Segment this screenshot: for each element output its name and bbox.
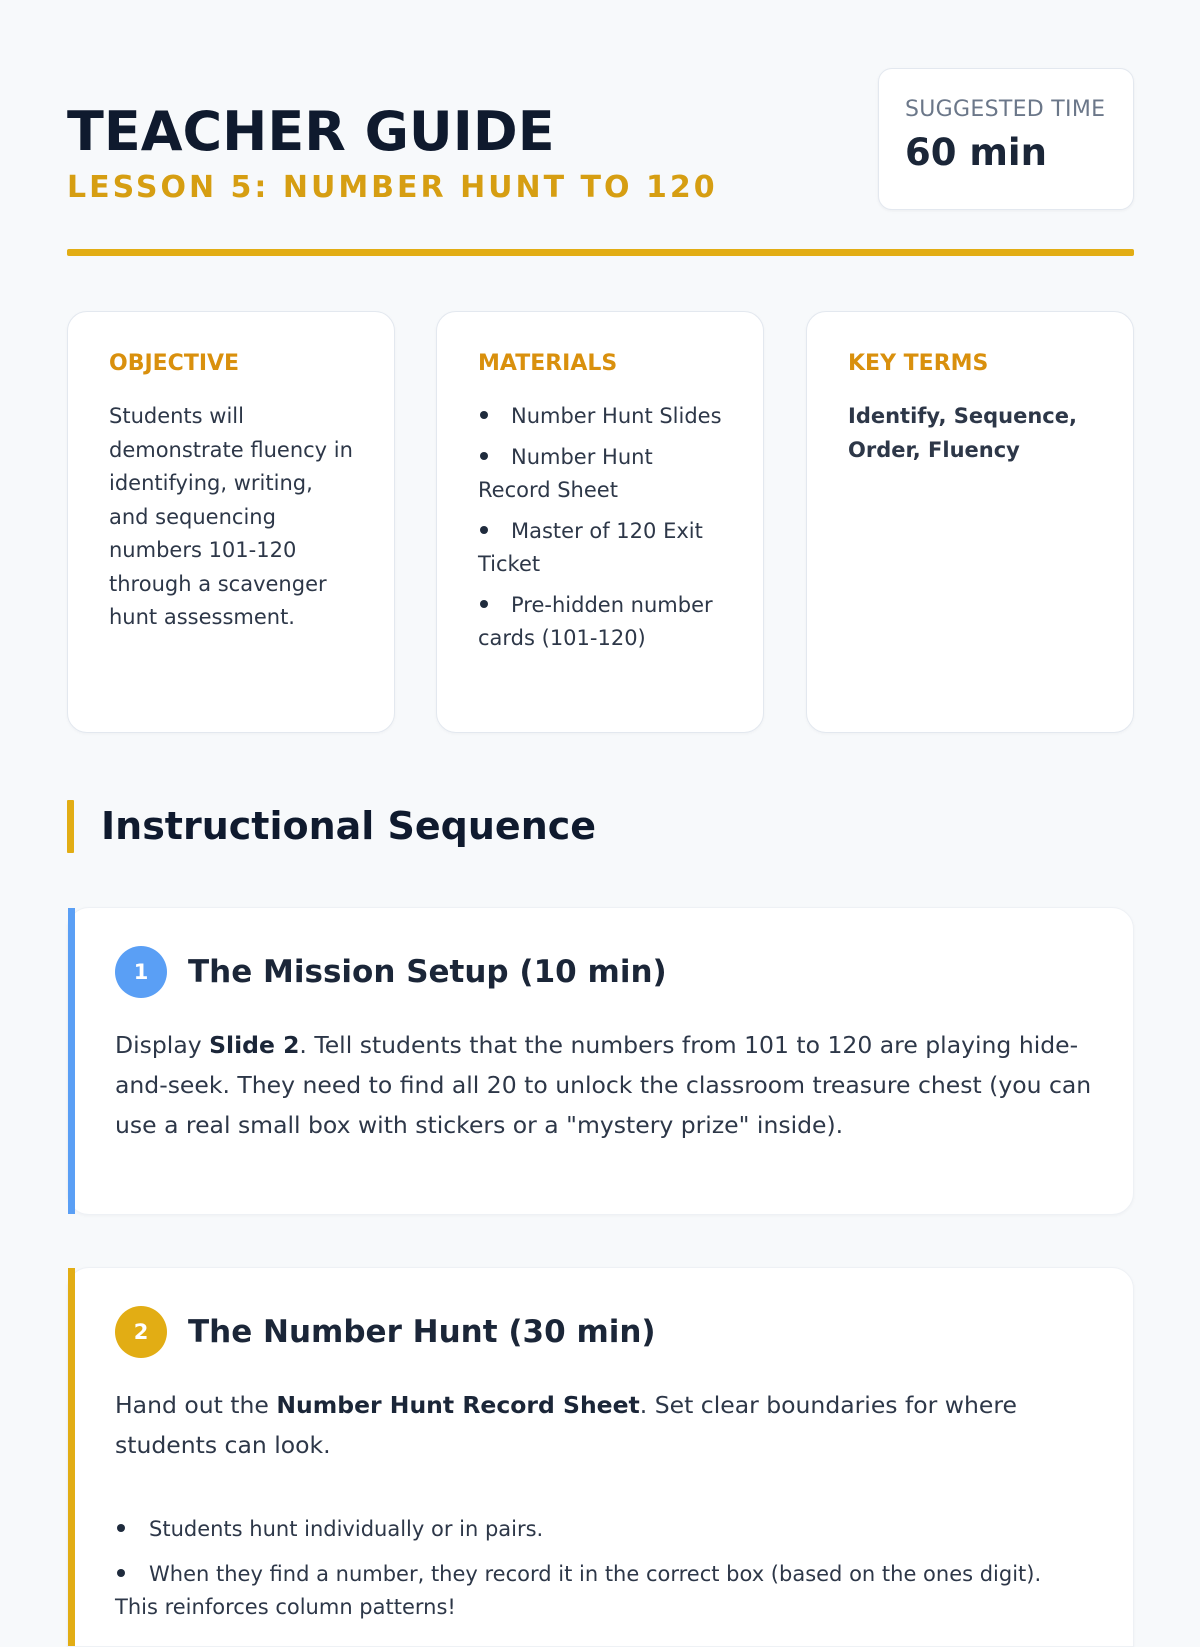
step-bullet-text: Students hunt individually or in pairs. [149,1517,544,1541]
objective-text: Students will demonstrate fluency in identifying, writing, and sequencing numbers 101-120 through a scavenger hunt assessment. [109,404,353,629]
step-bullet-item [115,1513,1083,1546]
objective-card [67,311,395,733]
step-text: Hand out the [115,1391,277,1419]
materials-card [436,311,764,733]
step-bullet-text: When they find a number, they record it in the correct box (based on the ones digit). This reinforces column patterns! [115,1562,1042,1619]
page-title: TEACHER GUIDE [67,100,555,163]
key-terms-card [806,311,1134,733]
step-description [115,1025,1095,1145]
bullet-icon [117,1569,125,1577]
step-text: . Set clear boundaries for where students can look. [115,1391,1017,1459]
materials-heading: MATERIALS [478,351,618,376]
suggested-time-value: 60 min [905,131,1047,174]
section-accent-bar [67,800,74,853]
bullet-icon [480,452,488,460]
bullet-icon [117,1524,125,1532]
step-text: Display [115,1031,210,1059]
step-bullet-list [115,1513,1083,1636]
step-bold-text: Slide 2 [209,1031,300,1059]
step-bullet-item [115,1558,1083,1624]
objective-heading: OBJECTIVE [109,351,240,376]
materials-list-item [478,515,722,582]
page-header [67,68,1134,258]
step-title: The Number Hunt (30 min) [188,1314,656,1350]
materials-list-item [478,441,722,508]
key-terms-text: Identify, Sequence, Order, Fluency [848,404,1077,462]
step-card-1 [67,907,1134,1215]
header-divider [67,249,1134,256]
step-description [115,1385,1095,1465]
bullet-icon [480,600,488,608]
key-terms-heading: KEY TERMS [848,351,989,376]
step-number-badge: 1 [115,946,167,998]
materials-item-text: Master of 120 Exit Ticket [478,518,703,576]
materials-list-item [478,400,722,434]
bullet-icon [480,411,488,419]
materials-item-text: Number Hunt Slides [511,404,722,428]
materials-item-text: Number Hunt Record Sheet [478,444,653,502]
info-cards-row [67,311,1134,733]
step-card-2 [67,1267,1134,1647]
lesson-subtitle: LESSON 5: NUMBER HUNT TO 120 [67,170,718,205]
step-bold-text: Number Hunt Record Sheet [276,1391,640,1419]
materials-list [478,400,722,656]
section-title: Instructional Sequence [101,804,597,848]
suggested-time-label: SUGGESTED TIME [905,97,1106,122]
materials-list-item [478,589,722,656]
step-title: The Mission Setup (10 min) [188,954,667,990]
bullet-icon [480,526,488,534]
materials-item-text: Pre-hidden number cards (101-120) [478,592,713,650]
step-number-badge: 2 [115,1306,167,1358]
step-text: . Tell students that the numbers from 101 to 120 are playing hide-and-seek. They need to find all 20 to unlock the classroom treasure chest (you can use a real small box with stickers or a "mystery prize" inside). [115,1031,1092,1139]
suggested-time-card [878,68,1134,210]
